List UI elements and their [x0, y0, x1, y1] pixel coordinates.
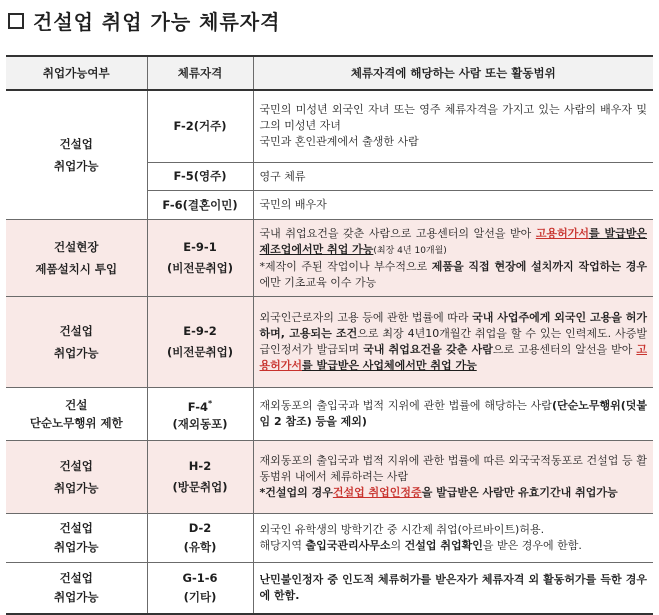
row7-code: G-1-6 (기타) [147, 563, 253, 615]
row6-code: D-2 (유학) [147, 514, 253, 563]
row6-status: 건설업 취업가능 [6, 514, 147, 563]
row5-status: 건설업 취업가능 [6, 441, 147, 514]
row6-desc: 외국인 유학생의 방학기간 중 시간제 취업(아르바이트)허용. 해당지역 출입국관리사무소의 건설업 취업확인을 받은 경우에 한함. [253, 514, 653, 563]
table-row [6, 563, 653, 615]
page-title [8, 6, 280, 35]
row2-code: E-9-1 (비전문취업) [147, 220, 253, 297]
header-status: 취업가능여부 [6, 56, 147, 90]
visa-table [6, 55, 653, 615]
table-row [6, 90, 653, 162]
row5-code: H-2 (방문취업) [147, 441, 253, 514]
row3-code: E-9-2 (비전문취업) [147, 297, 253, 388]
page-title-text: 건설업 취업 가능 체류자격 [33, 10, 281, 34]
row4-desc: 재외동포의 출입국과 법적 지위에 관한 법률에 해당하는 사람(단순노무행위(덧붙임 2 참조) 등을 제외) [253, 388, 653, 441]
table-row [6, 514, 653, 563]
row7-status: 건설업 취업가능 [6, 563, 147, 615]
row1-f2-code: F-2(거주) [147, 90, 253, 162]
row4-code: F-4* (재외동포) [147, 388, 253, 441]
row2-status: 건설현장 제품설치시 투입 [6, 220, 147, 297]
table-row [6, 388, 653, 441]
row1-f6-code: F-6(결혼이민) [147, 191, 253, 220]
row1-f6-desc: 국민의 배우자 [253, 191, 653, 220]
row4-status: 건설 단순노무행위 제한 [6, 388, 147, 441]
table-header-row [6, 56, 653, 90]
row1-status: 건설업 취업가능 [6, 90, 147, 220]
row1-f5-code: F-5(영주) [147, 162, 253, 191]
table-row [6, 441, 653, 514]
row2-desc: 국내 취업요건을 갖춘 사람으로 고용센터의 알선을 받아 고용허가서를 발급받은 제조업에서만 취업 가능(최장 4년 10개월) *제작이 주된 작업이나 부수적으로 제품을 직접 현장에 설치까지 작업하는 경우에만 기초교육 이수 가능 [253, 220, 653, 297]
header-visa: 체류자격 [147, 56, 253, 90]
row3-desc: 외국인근로자의 고용 등에 관한 법률에 따라 국내 사업주에게 외국인 고용을 허가하며, 고용되는 조건으로 최장 4년10개월간 취업을 할 수 있는 인력제도. 사증발급인정서가 발급되며 국내 취업요건을 갖춘 사람으로 고용센터의 알선을 받아 고용허가서를 발급받은 사업체에서만 취업 가능 [253, 297, 653, 388]
table-row [6, 297, 653, 388]
checkbox-icon[interactable] [8, 13, 24, 29]
row3-status: 건설업 취업가능 [6, 297, 147, 388]
row7-desc: 난민불인정자 중 인도적 체류허가를 받은자가 체류자격 외 활동허가를 득한 경우에 한함. [253, 563, 653, 615]
header-description: 체류자격에 해당하는 사람 또는 활동범위 [253, 56, 653, 90]
row1-f2-desc: 국민의 미성년 외국인 자녀 또는 영주 체류자격을 가지고 있는 사람의 배우자 및 그의 미성년 자녀 국민과 혼인관계에서 출생한 사람 [253, 90, 653, 162]
row1-f5-desc: 영구 체류 [253, 162, 653, 191]
table-row [6, 220, 653, 297]
row5-desc: 재외동포의 출입국과 법적 지위에 관한 법률에 따른 외국국적동포로 건설업 등 활동범위 내에서 체류하려는 사람 *건설업의 경우건설업 취업인정증을 발급받은 사람만 유효기간내 취업가능 [253, 441, 653, 514]
